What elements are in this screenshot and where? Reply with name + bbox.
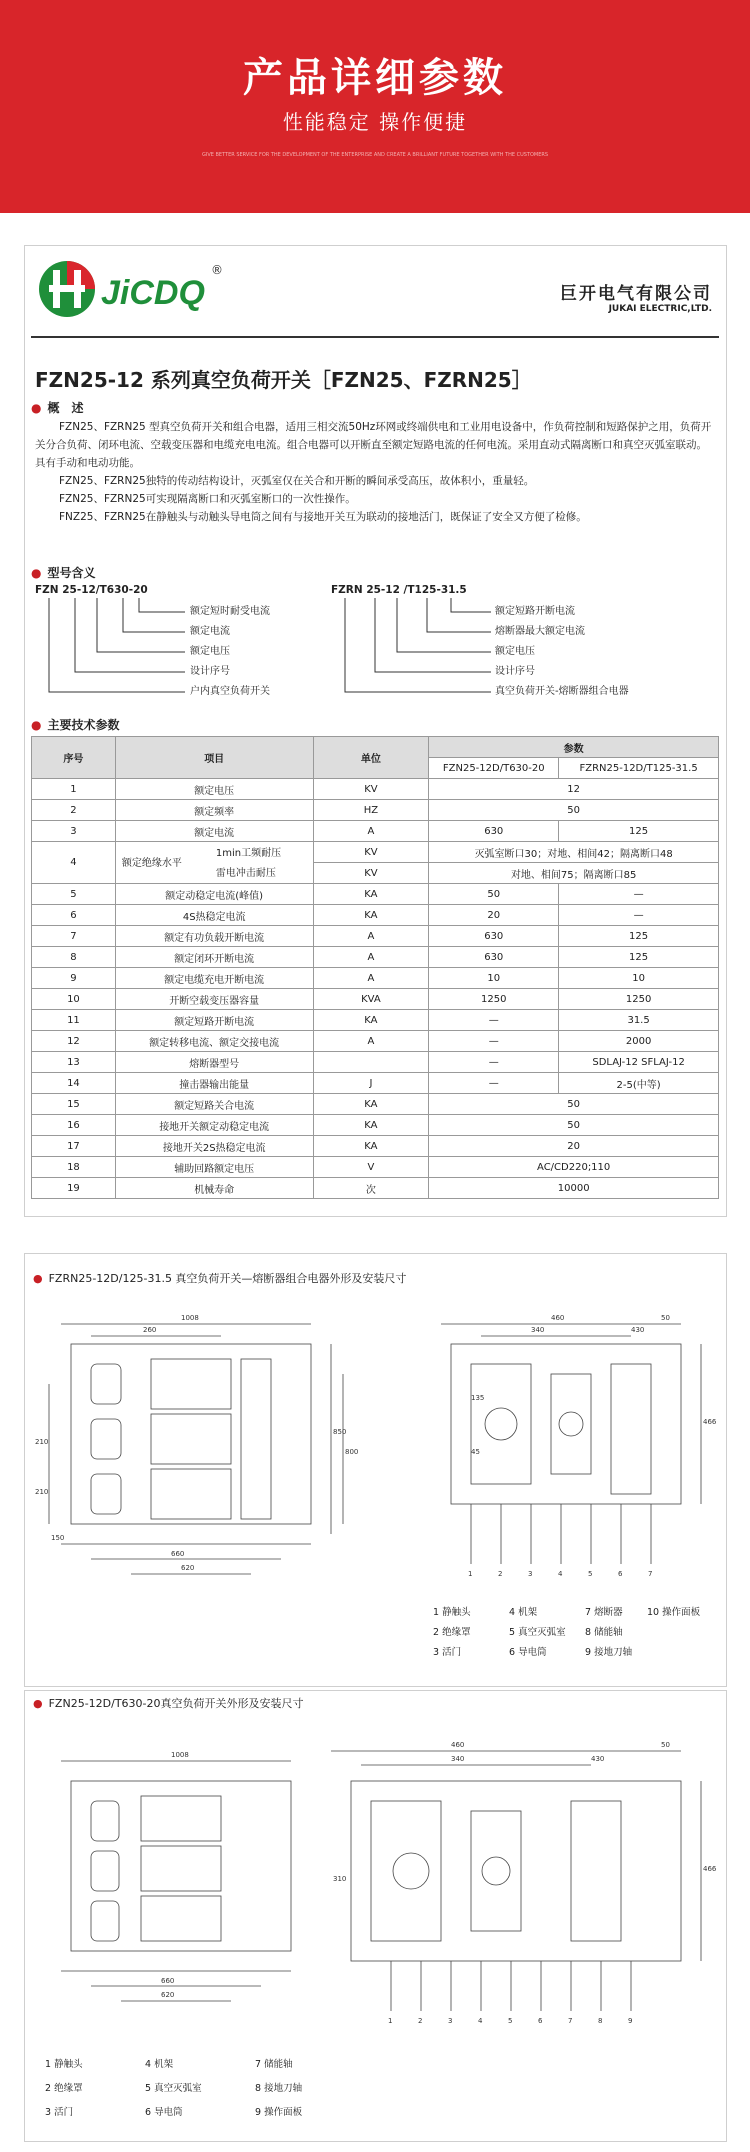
table-row [32, 1136, 719, 1157]
logo-wordmark: JiCDQ [101, 274, 205, 312]
cell-item: 额定转移电流、额定交接电流 [115, 1031, 313, 1052]
part-number: 4 [478, 2017, 483, 2025]
dimension-label: 135 [471, 1394, 485, 1402]
part-number: 5 [508, 2017, 513, 2025]
banner-title: 产品详细参数 [243, 55, 507, 101]
company-name-en: JUKAI ELECTRIC,LTD. [608, 304, 712, 314]
cell-item: 额定短路关合电流 [115, 1094, 313, 1115]
cell-item: 额定电压 [115, 779, 313, 800]
cell-item: 额定动稳定电流(峰值) [115, 884, 313, 905]
cell-value-a: — [429, 1052, 559, 1073]
cell-no: 14 [32, 1073, 116, 1094]
overview-paragraph: FZN25、FZRN25独特的传动结构设计，灭弧室仅在关合和开断的瞬间承受高压，故体积小，重量轻。 [59, 475, 535, 487]
cell-value: 12 [429, 779, 719, 800]
cell-no: 19 [32, 1178, 116, 1199]
cell-no: 4 [32, 842, 116, 884]
cell-unit: KV [313, 863, 429, 884]
drawing-panel-2: ● FZN25-12D/T630-20真空负荷开关外形及安装尺寸 1008 460 340 430 50 310 466 660 620 1 2 3 4 5 6 7 8 9 1 静触头 4 机架 7 储能轴 2 绝缘罩 5 真空灭弧室 8 接地刀轴 3 活门 6 导电筒 9 操作面板 [24, 1690, 727, 2142]
dimension-label: 460 [551, 1314, 565, 1322]
cell-unit: A [313, 947, 429, 968]
cell-no: 17 [32, 1136, 116, 1157]
table-row [32, 926, 719, 947]
cell-unit: A [313, 968, 429, 989]
dimension-label: 1008 [171, 1751, 189, 1759]
dimension-label: 310 [333, 1875, 347, 1883]
cell-no: 10 [32, 989, 116, 1010]
dimension-label: 260 [143, 1326, 157, 1334]
overview-text [35, 418, 715, 526]
spec-table [31, 736, 719, 1199]
cell-value-b: 31.5 [559, 1010, 719, 1031]
cell-no: 8 [32, 947, 116, 968]
model-meaning-left [35, 584, 335, 704]
cell-item: 接地开关2S热稳定电流 [115, 1136, 313, 1157]
cell-unit: A [313, 821, 429, 842]
cell-unit: KA [313, 905, 429, 926]
cell-item: 开断空载变压器容量 [115, 989, 313, 1010]
dimension-label: 50 [661, 1314, 670, 1322]
cell-item [115, 842, 313, 884]
cell-no: 5 [32, 884, 116, 905]
company-logo [35, 254, 235, 328]
cell-item: 额定电流 [115, 821, 313, 842]
part-number: 3 [448, 2017, 453, 2025]
cell-item: 撞击器输出能量 [115, 1073, 313, 1094]
part-number: 8 [598, 2017, 603, 2025]
product-title: FZN25-12 系列真空负荷开关［FZN25、FZRN25］ [35, 368, 532, 392]
cell-value-a: 50 [429, 884, 559, 905]
part-number: 6 [618, 1570, 623, 1578]
cell-no: 2 [32, 800, 116, 821]
cell-value-b: 125 [559, 821, 719, 842]
cell-unit: V [313, 1157, 429, 1178]
cell-item: 额定闭环开断电流 [115, 947, 313, 968]
table-row [32, 1178, 719, 1199]
part-number: 9 [628, 2017, 633, 2025]
cell-value-b: 125 [559, 926, 719, 947]
dimension-label: 620 [161, 1991, 175, 1999]
dimension-label: 660 [171, 1550, 185, 1558]
overview-paragraph: FNZ25、FZRN25在静触头与动触头导电筒之间有与接地开关互为联动的接地活门，既保证了安全又方便了检修。 [59, 511, 587, 523]
dimension-label: 50 [661, 1741, 670, 1749]
cell-no: 7 [32, 926, 116, 947]
cell-no: 15 [32, 1094, 116, 1115]
part-number: 7 [648, 1570, 653, 1578]
company-name-block [560, 279, 712, 314]
cell-value-b: — [559, 884, 719, 905]
model-bracket-lines [331, 598, 491, 708]
table-row [32, 1052, 719, 1073]
cell-value: 50 [429, 1094, 719, 1115]
dimension-label: 45 [471, 1448, 480, 1456]
header-params: 参数 [429, 737, 719, 758]
part-number: 7 [568, 2017, 573, 2025]
banner-subtitle: 性能稳定 操作便捷 [282, 110, 468, 134]
dimension-label: 660 [161, 1977, 175, 1985]
table-row [32, 884, 719, 905]
overview-heading: ● 概 述 [31, 401, 84, 415]
cell-value-b: 2-5(中等) [559, 1073, 719, 1094]
cell-item: 额定频率 [115, 800, 313, 821]
cell-unit: KVA [313, 989, 429, 1010]
table-row [32, 1031, 719, 1052]
model-item: 真空负荷开关-熔断器组合电器 [495, 686, 629, 697]
dimension-label: 850 [333, 1428, 347, 1436]
cell-value-a: 1250 [429, 989, 559, 1010]
outline-drawing-1 [31, 1304, 721, 1594]
model-item: 设计序号 [495, 666, 535, 677]
model-item: 额定电压 [495, 646, 535, 657]
table-row [32, 989, 719, 1010]
catalogue-sheet [24, 245, 727, 1217]
cell-value-b: 10 [559, 968, 719, 989]
table-row [32, 800, 719, 821]
cell-item: 辅助回路额定电压 [115, 1157, 313, 1178]
cell-unit: HZ [313, 800, 429, 821]
cell-no: 12 [32, 1031, 116, 1052]
dimension-label: 430 [631, 1326, 645, 1334]
cell-unit: KA [313, 1010, 429, 1031]
dimension-label: 150 [51, 1534, 65, 1542]
model-item: 户内真空负荷开关 [190, 686, 270, 697]
cell-unit: 次 [313, 1178, 429, 1199]
dimension-label: 340 [451, 1755, 465, 1763]
cell-value-a: 630 [429, 947, 559, 968]
registered-mark: ® [211, 263, 223, 277]
outline-drawing-2 [31, 1731, 721, 2031]
table-row [32, 1010, 719, 1031]
table-row [32, 905, 719, 926]
cell-value-b: 125 [559, 947, 719, 968]
cell-value-b: — [559, 905, 719, 926]
cell-value-a: 630 [429, 821, 559, 842]
cell-value-a: 630 [429, 926, 559, 947]
model-code: FZRN 25-12 /T125-31.5 [331, 584, 467, 596]
model-heading: ● 型号含义 [31, 566, 96, 580]
cell-sub-item: 雷电冲击耐压 [215, 868, 276, 879]
cell-value: 20 [429, 1136, 719, 1157]
dimension-label: 460 [451, 1741, 465, 1749]
cell-unit [313, 1052, 429, 1073]
cell-unit: KV [313, 779, 429, 800]
cell-unit: J [313, 1073, 429, 1094]
cell-unit: A [313, 1031, 429, 1052]
model-bracket-lines [35, 598, 195, 708]
cell-item: 4S热稳定电流 [115, 905, 313, 926]
part-number: 4 [558, 1570, 563, 1578]
table-row [32, 1157, 719, 1178]
overview-paragraph: FZN25、FZRN25可实现隔离断口和灭弧室断口的一次性操作。 [59, 493, 356, 505]
cell-value: AC/CD220;110 [429, 1157, 719, 1178]
table-row [32, 1115, 719, 1136]
part-number: 1 [388, 2017, 393, 2025]
table-row [32, 1094, 719, 1115]
cell-value-b: SDLAJ-12 SFLAJ-12 [559, 1052, 719, 1073]
header-col-b: FZRN25-12D/T125-31.5 [559, 758, 719, 779]
dimension-label: 466 [703, 1418, 717, 1426]
cell-value-a: 10 [429, 968, 559, 989]
model-item: 额定电压 [190, 646, 230, 657]
table-row [32, 1073, 719, 1094]
model-item: 熔断器最大额定电流 [495, 626, 585, 637]
model-item: 额定短时耐受电流 [190, 606, 270, 617]
cell-no: 13 [32, 1052, 116, 1073]
cell-value-a: — [429, 1031, 559, 1052]
cell-item: 额定电缆充电开断电流 [115, 968, 313, 989]
cell-item: 机械寿命 [115, 1178, 313, 1199]
model-item: 额定短路开断电流 [495, 606, 575, 617]
divider [31, 336, 719, 338]
overview-paragraph: FZN25、FZRN25 型真空负荷开关和组合电器，适用三相交流50Hz环网或终端供电和工业用电设备中，作负荷控制和短路保护之用，负荷开关分合负荷、闭环电流、空载变压器和电缆充电电流。组合电器可以开断直至额定短路电流的任何电流。采用直动式隔离断口和真空灭弧室联动。具有手动和电动功能。 [35, 421, 712, 469]
part-number: 6 [538, 2017, 543, 2025]
drawing-caption-2: ● FZN25-12D/T630-20真空负荷开关外形及安装尺寸 [33, 1697, 304, 1710]
cell-no: 18 [32, 1157, 116, 1178]
table-row [32, 821, 719, 842]
cell-unit: KA [313, 1094, 429, 1115]
cell-value: 50 [429, 800, 719, 821]
cell-value: 对地、相间75；隔离断口85 [429, 863, 719, 884]
model-code: FZN 25-12/T630-20 [35, 584, 148, 596]
cell-value-a: 20 [429, 905, 559, 926]
header-col-a: FZN25-12D/T630-20 [429, 758, 559, 779]
jicdq-logo-icon [35, 254, 235, 324]
cell-no: 9 [32, 968, 116, 989]
header-banner [0, 0, 750, 213]
header-item: 项目 [115, 737, 313, 779]
params-heading: ● 主要技术参数 [31, 718, 120, 732]
cell-item: 接地开关额定动稳定电流 [115, 1115, 313, 1136]
part-number: 2 [498, 1570, 503, 1578]
dimension-label: 430 [591, 1755, 605, 1763]
cell-no: 16 [32, 1115, 116, 1136]
drawing-panel-1: ● FZRN25-12D/125-31.5 真空负荷开关—熔断器组合电器外形及安装尺寸 1008 260 660 620 210 210 850 800 150 460 340 430 50 466 135 45 1 2 3 4 5 6 7 1 静触头 4 机架 7 熔断器 10 操作面板 2 绝缘罩 5 真空灭弧室 8 储能轴 3 活门 6 导电筒 9 接地刀轴 [24, 1253, 727, 1687]
table-header-row [32, 737, 719, 758]
cell-item-main: 额定绝缘水平 [121, 858, 182, 869]
header-unit: 单位 [313, 737, 429, 779]
table-row [32, 968, 719, 989]
model-item: 额定电流 [190, 626, 230, 637]
part-number: 3 [528, 1570, 533, 1578]
cell-value-a: — [429, 1010, 559, 1031]
cell-unit: KA [313, 1136, 429, 1157]
cell-value: 10000 [429, 1178, 719, 1199]
cell-unit: KA [313, 1115, 429, 1136]
company-name-cn: 巨开电气有限公司 [560, 284, 712, 304]
part-number: 1 [468, 1570, 473, 1578]
cell-item: 额定短路开断电流 [115, 1010, 313, 1031]
cell-no: 3 [32, 821, 116, 842]
cell-unit: A [313, 926, 429, 947]
cell-no: 11 [32, 1010, 116, 1031]
header-no: 序号 [32, 737, 116, 779]
cell-value: 灭弧室断口30；对地、相间42；隔离断口48 [429, 842, 719, 863]
dimension-label: 1008 [181, 1314, 199, 1322]
table-row [32, 947, 719, 968]
dimension-label: 340 [531, 1326, 545, 1334]
part-number: 5 [588, 1570, 593, 1578]
dimension-label: 210 [35, 1438, 49, 1446]
cell-sub-item: 1min工频耐压 [215, 848, 282, 859]
model-item: 设计序号 [190, 666, 230, 677]
cell-no: 1 [32, 779, 116, 800]
dimension-label: 466 [703, 1865, 717, 1873]
cell-unit: KA [313, 884, 429, 905]
drawing-caption-1: ● FZRN25-12D/125-31.5 真空负荷开关—熔断器组合电器外形及安装尺寸 [33, 1272, 407, 1285]
model-meaning-right [331, 584, 711, 704]
cell-value: 50 [429, 1115, 719, 1136]
dimension-label: 800 [345, 1448, 359, 1456]
dimension-label: 620 [181, 1564, 195, 1572]
table-row [32, 779, 719, 800]
cell-item: 额定有功负载开断电流 [115, 926, 313, 947]
table-row [32, 842, 719, 863]
cell-no: 6 [32, 905, 116, 926]
dimension-label: 210 [35, 1488, 49, 1496]
cell-value-b: 2000 [559, 1031, 719, 1052]
cell-value-a: — [429, 1073, 559, 1094]
banner-fine-print: GIVE BETTER SERVICE FOR THE DEVELOPMENT OF THE ENTERPRISE AND CREATE A BRILLIANT FUTURE TOGETHER WITH THE CUSTOMERS [201, 152, 549, 158]
part-number: 2 [418, 2017, 423, 2025]
cell-unit: KV [313, 842, 429, 863]
cell-value-b: 1250 [559, 989, 719, 1010]
cell-item: 熔断器型号 [115, 1052, 313, 1073]
